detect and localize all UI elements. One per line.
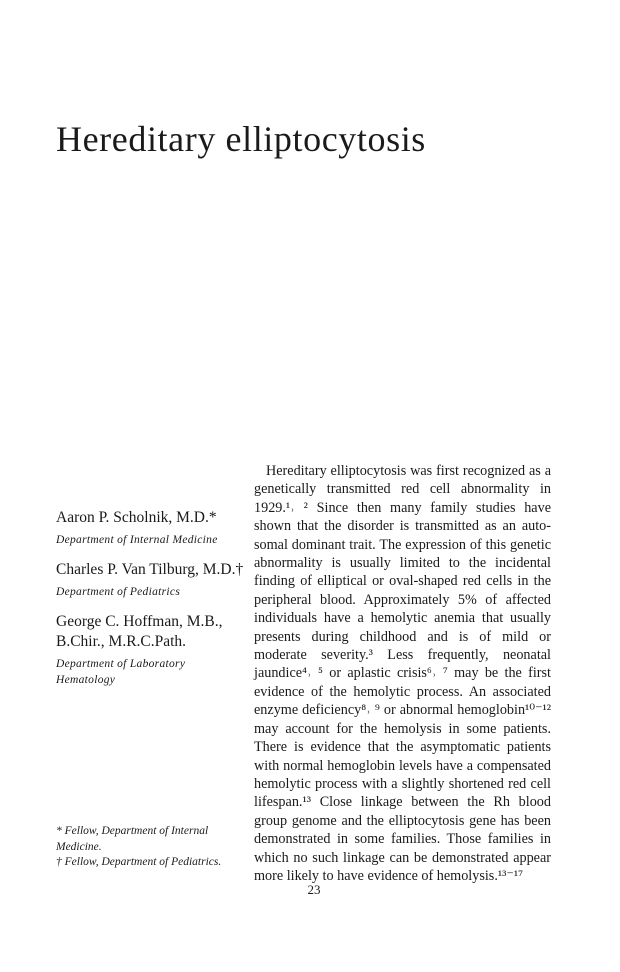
author-department: Department of Internal Medicine	[56, 534, 218, 546]
author-department: Department of Laboratory Hematology	[56, 658, 186, 686]
author-department: Department of Pediatrics	[56, 586, 181, 598]
page-number: 23	[307, 882, 321, 897]
footnote: * Fellow, Department of Internal Medicine.	[56, 825, 209, 853]
footnotes	[56, 824, 246, 871]
author-block	[56, 508, 246, 548]
body-column	[254, 462, 551, 885]
author-name: Charles P. Van Tilburg, M.D.†	[56, 561, 244, 578]
body-paragraph: Hereditary elliptocytosis was first recognized as a genetically transmitted red cell abnormality in 1929.¹˒ ² Since then many family studies have shown that the disorder is transmitted as an autosomal dominant trait. The expression of this genetic abnormality is usually limited to the incidental finding of elliptical or oval-shaped red cells in the peripheral blood. Approximately 5% of affected individuals have a hemolytic anemia that usually presents during childhood and is of mild or moderate severity.³ Less frequently, neonatal jaundice⁴˒ ⁵ or aplastic crisis⁶˒ ⁷ may be the first evidence of the hemolytic process. An associated enzyme deficiency⁸˒ ⁹ or abnormal hemoglobin¹⁰⁻¹² may account for the hemolysis in some patients. There is evidence that the asymptomatic patients with normal hemoglobin levels have a compensated hemolytic process with a slightly shortened red cell lifespan.¹³ Close linkage between the Rh blood group genome and the elliptocytosis gene has been demonstrated in some families. Those families in which no such linkage can be demonstrated appear more likely to have evidence of hemolysis.¹³⁻¹⁷	[254, 463, 551, 884]
author-block	[56, 612, 246, 688]
author-name: Aaron P. Scholnik, M.D.*	[56, 509, 217, 526]
article-title: Hereditary elliptocytosis	[56, 119, 426, 159]
author-block	[56, 560, 246, 600]
author-list	[56, 508, 246, 700]
footnote: † Fellow, Department of Pediatrics.	[56, 856, 222, 868]
author-name: George C. Hoffman, M.B., B.Chir., M.R.C.Path.	[56, 613, 223, 650]
